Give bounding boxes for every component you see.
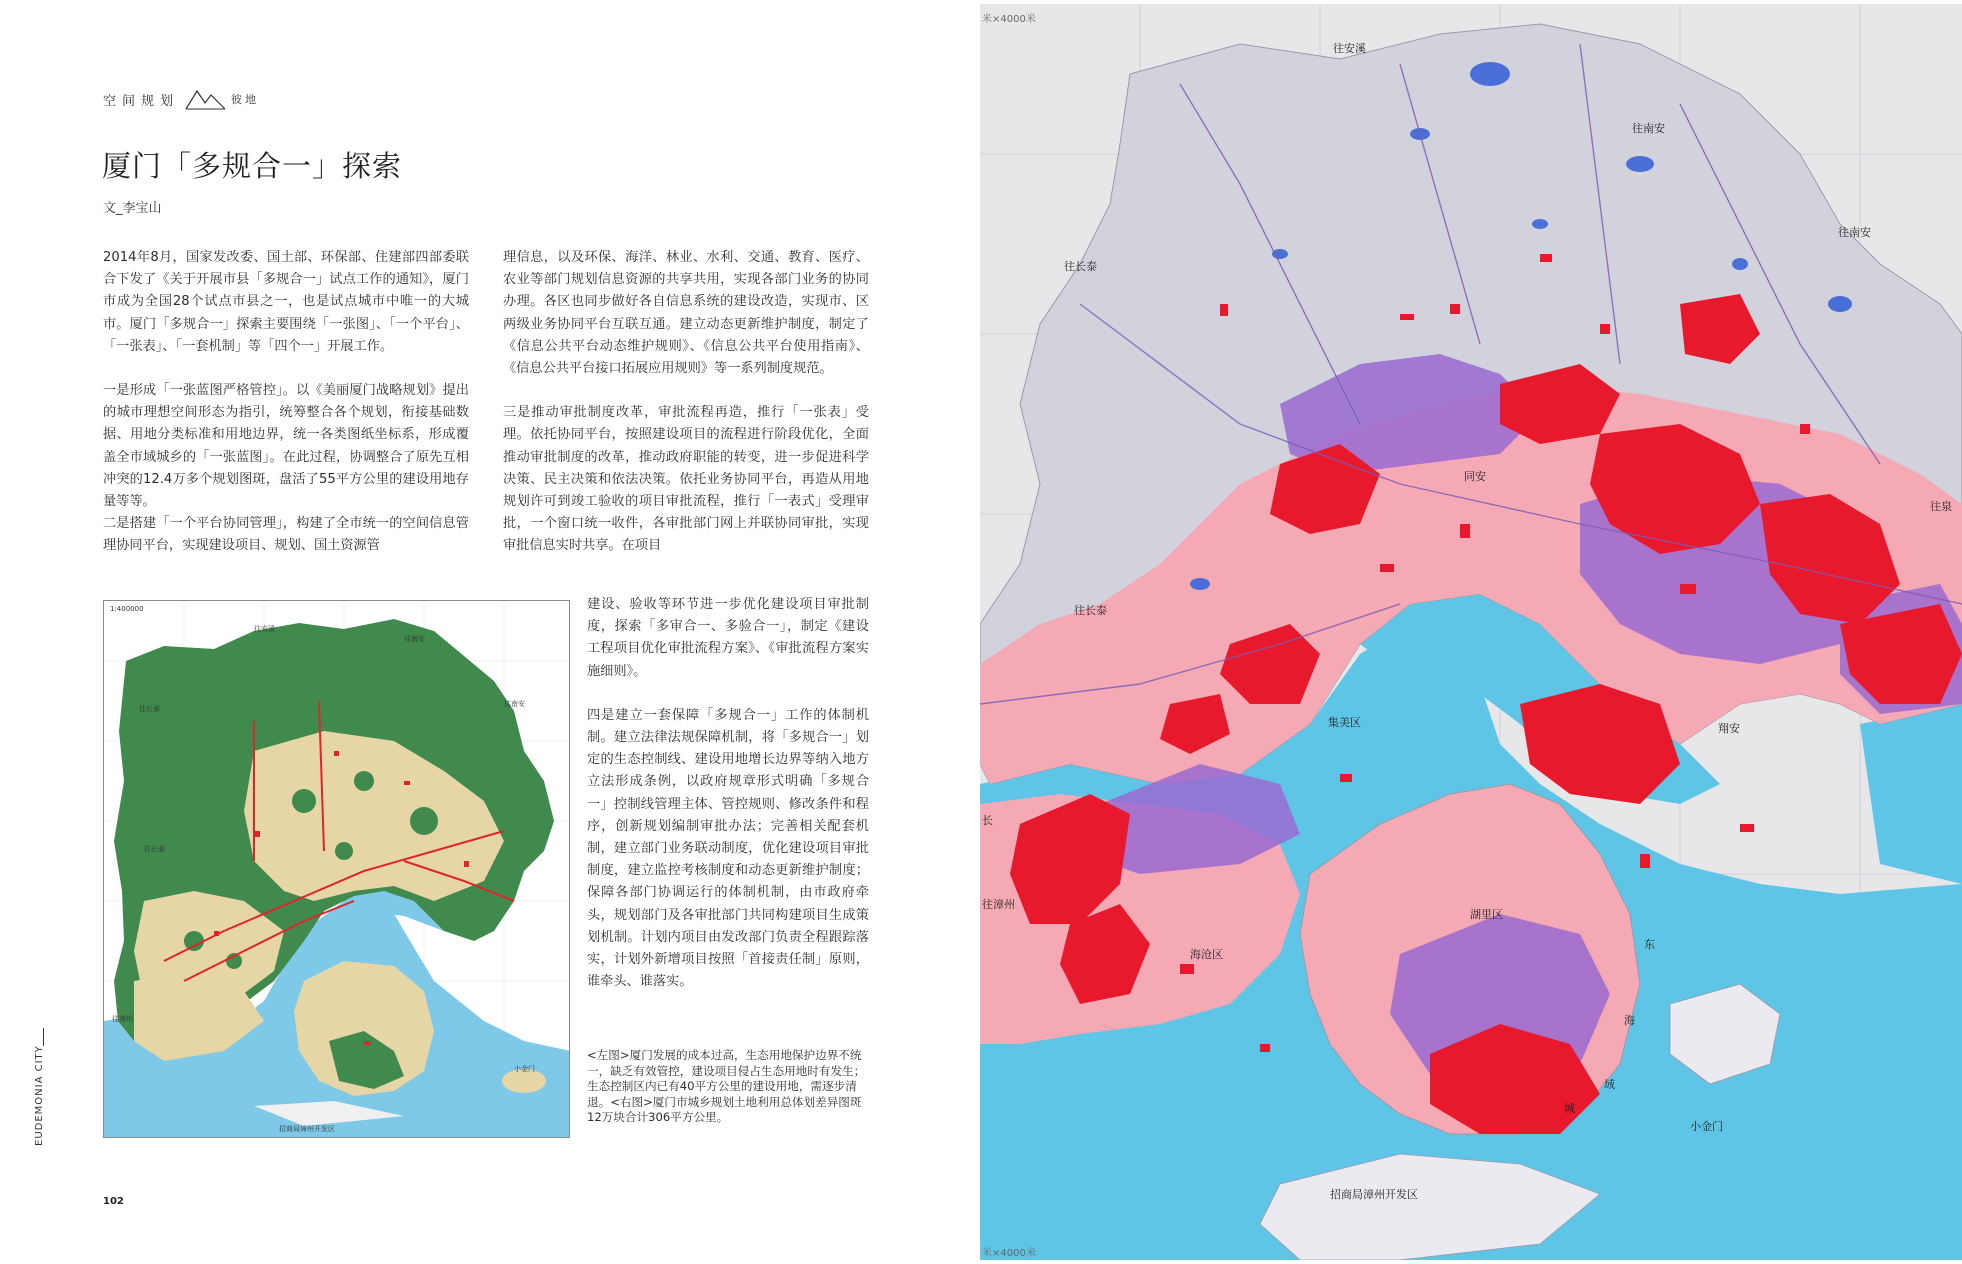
text-column-3 (587, 594, 869, 993)
small-map-label-bottom: 招商局漳州开发区 (279, 1125, 335, 1133)
paragraph-approval: 三是推动审批制度改革，审批流程再造，推行「一张表」受理。依托协同平台，按照建设项目的流程进行阶段优化，全面推动审批制度的改革，推动政府职能的转变，进一步促进科学决策、民主决策和依法决策。依托业务协同平台，再造从用地规划许可到竣工验收的项目审批流程，推行「一表式」受理审批，一个窗口统一收件，各审批部门网上并联协同审批，实现审批信息实时共享。在项目 (503, 405, 869, 554)
page-number: 102 (103, 1196, 124, 1207)
paragraph-intro: 2014年8月，国家发改委、国土部、环保部、住建部四部委联合下发了《关于开展市县「多规合一」试点工作的通知》，厦门市成为全国28个试点市县之一，也是试点城市中唯一的大城市。厦门「多规合一」探索主要围绕「一张图」、「一个平台」、「一张表」、「一套机制」等「四个一」开展工作。 (103, 250, 469, 354)
section-header (103, 84, 259, 114)
big-map-scale-top: 米×4000米 (982, 14, 1036, 25)
side-mark (43, 1028, 44, 1046)
side-text: EUDEMONIA CITY (34, 1045, 45, 1146)
figure-caption: <左图>厦门发展的成本过高，生态用地保护边界不统一，缺乏有效管控，建设项目侵占生态用地时有发生；生态控制区内已有40平方公里的建设用地，需逐步清退。<右图>厦门市城乡规划土地利用总体划差异图斑12万块合计306平方公里。 (587, 1048, 866, 1125)
left-page (0, 0, 960, 1264)
small-map-scale: 1:400000 (110, 605, 144, 613)
text-column-1 (103, 247, 469, 558)
text-column-2 (503, 247, 869, 558)
mountain-icon (185, 87, 227, 111)
label-xiaojinmen: 小金门 (1690, 1120, 1723, 1133)
label-huli: 湖里区 (1470, 908, 1503, 921)
section-label: 空间规划 (103, 93, 180, 109)
label-yu: 域 (1604, 1078, 1615, 1091)
label-nanan-2: 往南安 (1838, 226, 1871, 239)
label-changtai-1: 往长泰 (1064, 260, 1097, 273)
article-title: 厦门「多规合一」探索 (102, 149, 403, 183)
small-map-svg (104, 601, 570, 1138)
small-map-label-north: 往安溪 (254, 625, 275, 633)
big-land-use-map (980, 4, 1962, 1260)
label-zhangzhou: 往漳州 (982, 898, 1015, 911)
label-zhaoshang: 招商局漳州开发区 (1330, 1188, 1418, 1201)
label-nanan-1: 往南安 (1632, 122, 1665, 135)
small-ecology-map (103, 600, 570, 1138)
label-jimei: 集美区 (1328, 716, 1361, 729)
small-map-label-w1: 往长泰 (139, 705, 160, 713)
label-anxi: 往安溪 (1333, 42, 1366, 55)
article-author: 文_李宝山 (103, 201, 162, 216)
label-quan: 往泉 (1930, 500, 1952, 513)
small-map-label-ne: 往南安 (504, 700, 525, 708)
label-hai: 海 (1624, 1014, 1635, 1027)
section-sub: 彼地 (231, 93, 260, 106)
small-map-label-island: 小金门 (514, 1065, 535, 1073)
small-map-label-w2: 往长泰 (144, 845, 165, 853)
label-haicang: 海沧区 (1190, 948, 1223, 961)
paragraph-mechanism: 四是建立一套保障「多规合一」工作的体制机制。建立法律法规保障机制，将「多规合一」划定的生态控制线、建设用地增长边界等纳入地方立法形成条例，以政府规章形式明确「多规合一」控制线管理主体、管控规则、修改条件和程序，创新规划编制审批办法；完善相关配套机制，建立部门业务联动制度，优化建设项目审批制度，建立监控考核制度和动态更新维护制度；保障各部门协调运行的体制机制，由市政府牵头，规划部门及各审批部门共同构建项目生成策划机制。计划内项目由发改部门负责全程跟踪落实，计划外新增项目按照「首接责任制」原则，谁牵头、谁落实。 (587, 707, 869, 990)
small-map-label-n2: 往南安 (404, 635, 425, 643)
label-zhang: 长 (982, 814, 993, 827)
big-map-svg (980, 4, 1962, 1260)
label-tongan: 同安 (1464, 470, 1486, 483)
small-map-label-sw: 往漳州 (112, 1015, 133, 1023)
label-dong: 东 (1644, 938, 1655, 951)
label-xiangan: 翔安 (1718, 722, 1740, 735)
paragraph-platform-cont: 理信息，以及环保、海洋、林业、水利、交通、教育、医疗、农业等部门规划信息资源的共享共用，实现各部门业务的协同办理。各区也同步做好各自信息系统的建设改造，实现市、区两级业务协同平台互联互通。建立动态更新维护制度，制定了《信息公共平台动态维护规则》、《信息公共平台使用指南》、《信息公共平台接口拓展应用规则》等一系列制度规范。 (503, 250, 869, 377)
paragraph-approval-cont: 建设、验收等环节进一步优化建设项目审批制度，探索「多审合一、多验合一」，制定《建设工程项目优化审批流程方案》、《审批流程方案实施细则》。 (587, 597, 869, 679)
label-cheng: 城 (1564, 1102, 1575, 1115)
paragraph-one-platform: 二是搭建「一个平台协同管理」，构建了全市统一的空间信息管理协同平台，实现建设项目、规划、国土资源管 (103, 516, 469, 554)
big-map-scale-bottom: 米×4000米 (982, 1248, 1036, 1259)
right-page (960, 0, 1962, 1264)
label-changtai-2: 往长泰 (1074, 604, 1107, 617)
paragraph-one-blueprint: 一是形成「一张蓝图严格管控」。以《美丽厦门战略规划》提出的城市理想空间形态为指引，统筹整合各个规划，衔接基础数据、用地分类标准和用地边界，统一各类图纸坐标系，形成覆盖全市域城乡的「一张蓝图」。在此过程，协调整合了原先互相冲突的12.4万多个规划图斑，盘活了55平方公里的建设用地存量等等。 (103, 383, 469, 510)
